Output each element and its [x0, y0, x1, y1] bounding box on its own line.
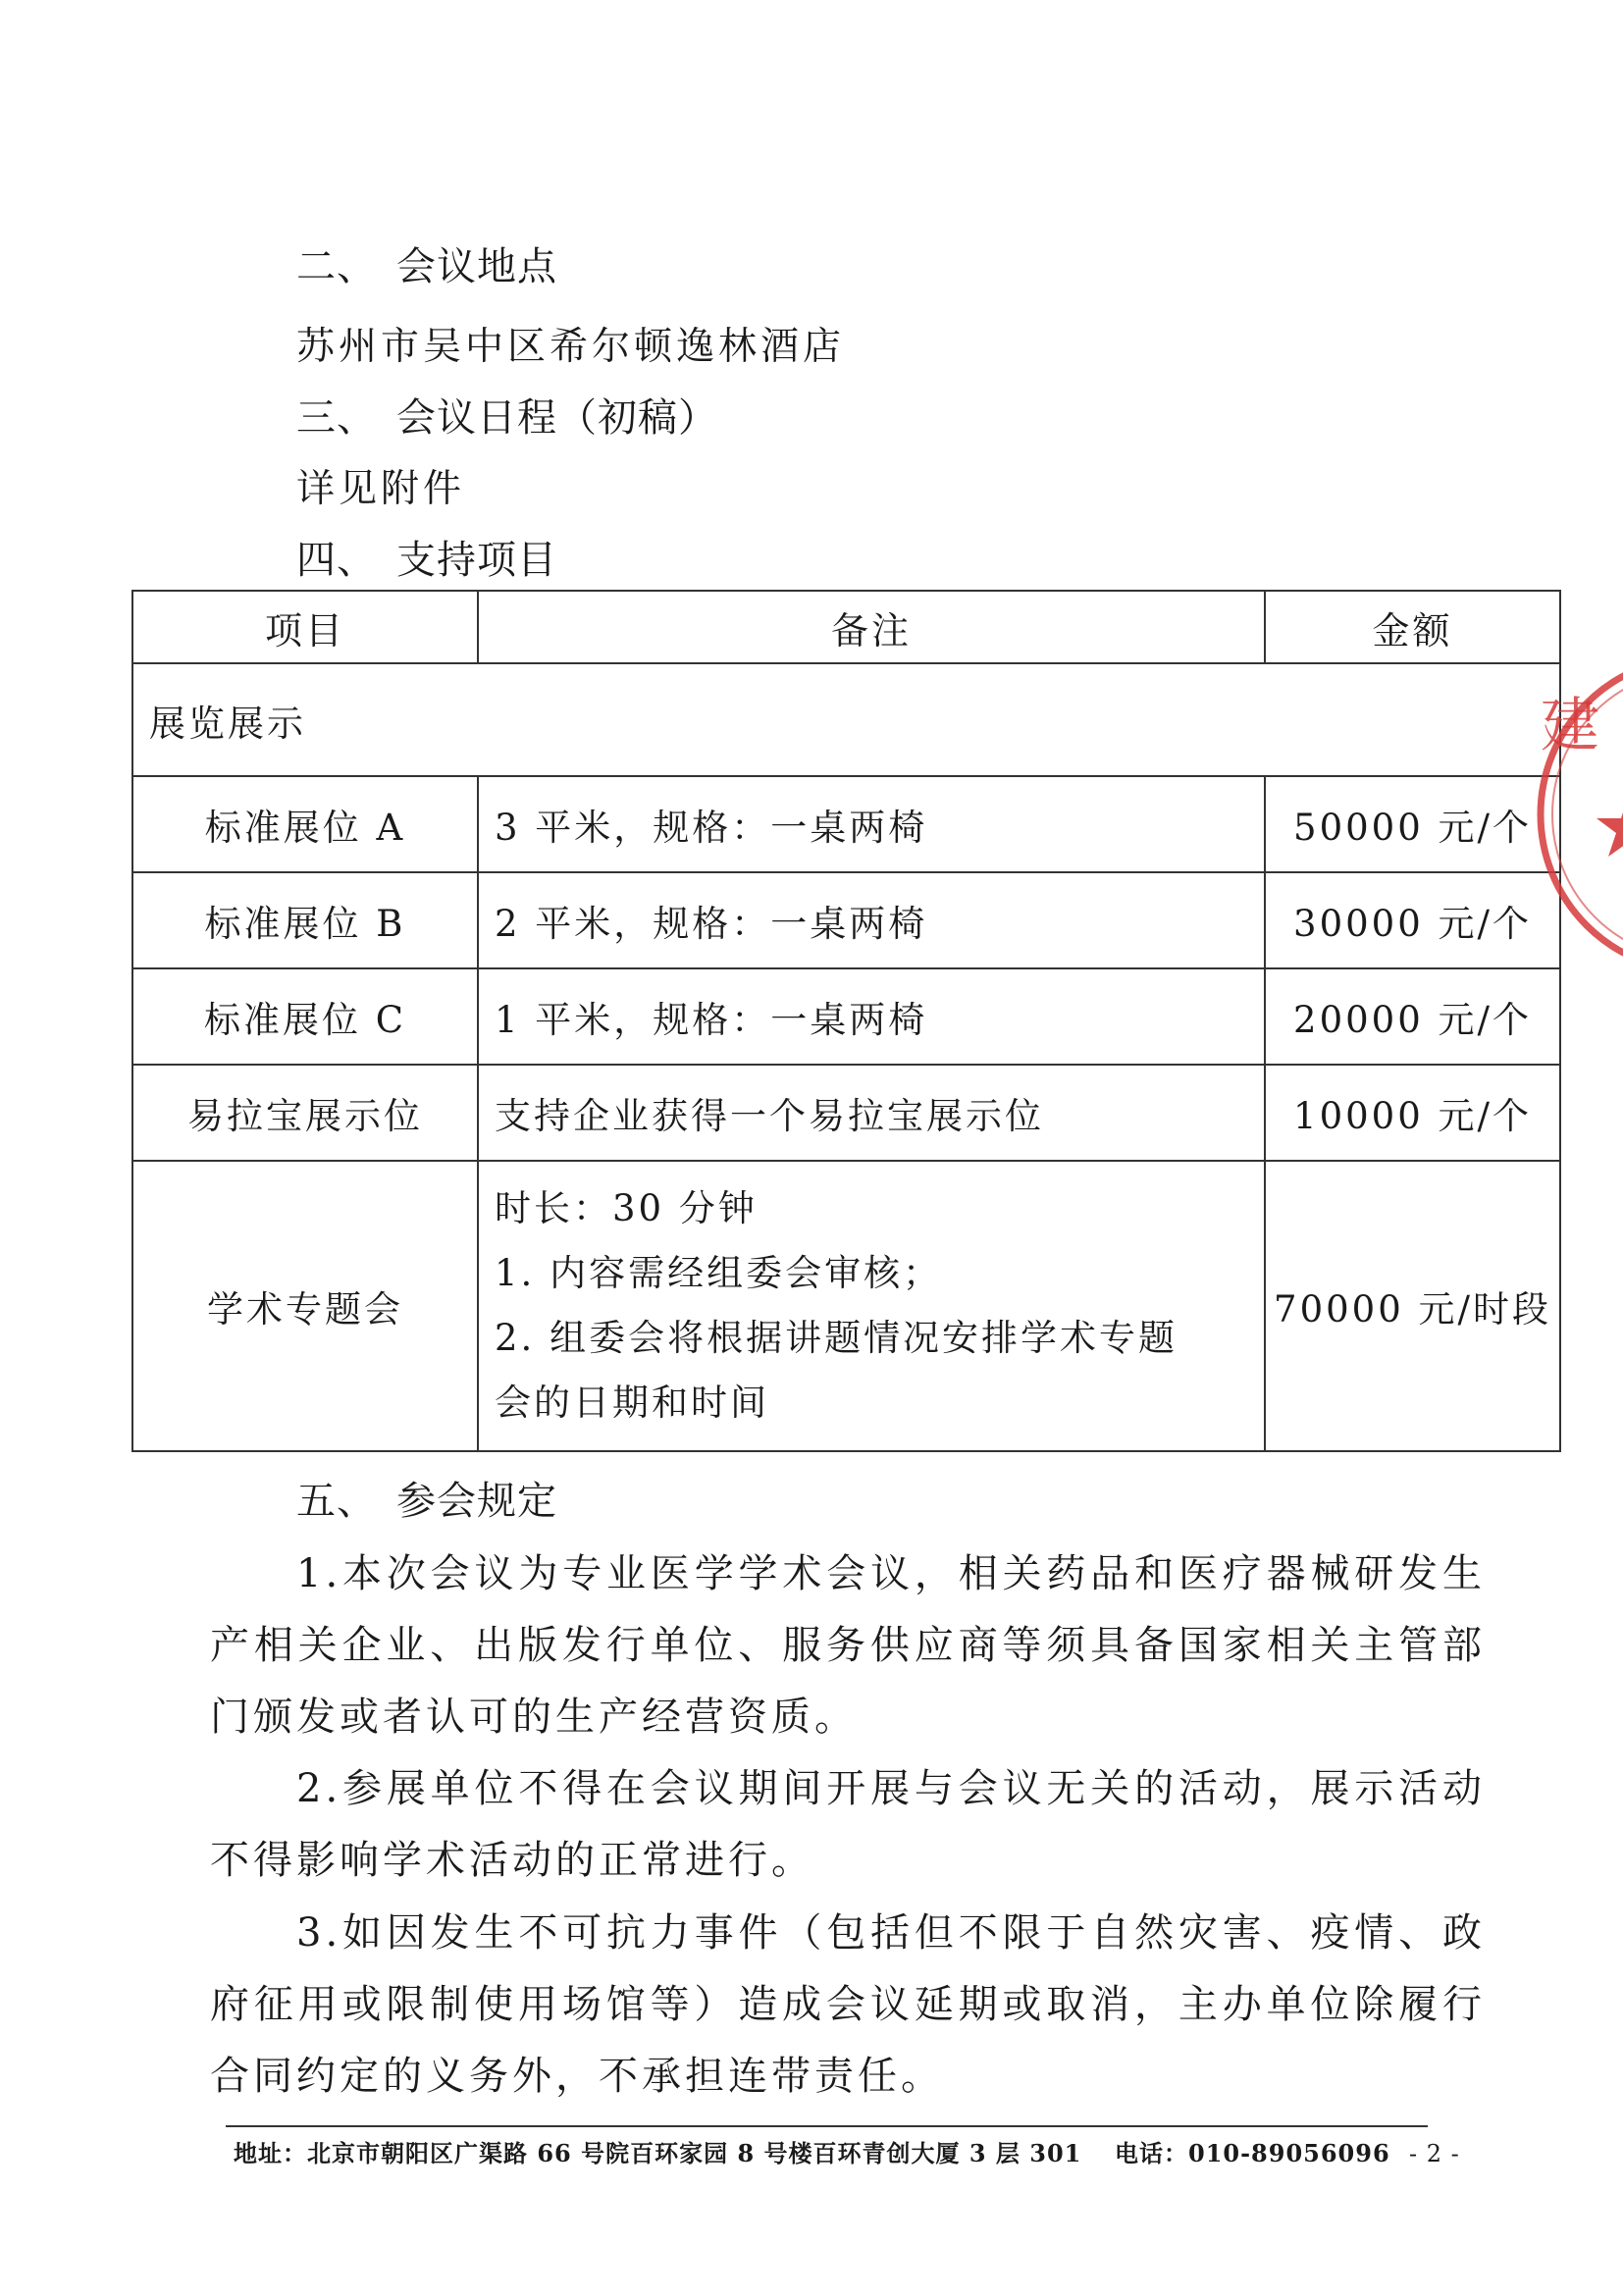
rule-paragraph-3: 3.如因发生不可抗力事件（包括但不限于自然灾害、疫情、政府征用或限制使用场馆等）造成会议延期或取消，主办单位除履行合同约定的义务外，不承担连带责任。: [210, 1910, 1486, 2099]
row-item: 易拉宝展示位: [132, 1065, 478, 1161]
row-note: 支持企业获得一个易拉宝展示位: [478, 1065, 1265, 1161]
row-item: 标准展位 B: [132, 872, 478, 968]
schedule-text: 详见附件: [296, 467, 466, 511]
row-item: 标准展位 A: [132, 776, 478, 872]
red-seal-stamp: [1501, 648, 1623, 981]
table-row: [132, 1065, 1560, 1161]
table-row-lecture: [132, 1161, 1560, 1451]
header-item: 项目: [132, 591, 478, 663]
section-title: 会议地点: [396, 244, 557, 289]
row-note: 1 平米，规格：一桌两椅: [478, 968, 1265, 1065]
row-item: 标准展位 C: [132, 968, 478, 1065]
row-note: [478, 1161, 1265, 1451]
rule-paragraph-2: 2.参展单位不得在会议期间开展与会议无关的活动，展示活动不得影响学术活动的正常进行。: [210, 1766, 1486, 1883]
category-label: 展览展示: [132, 663, 1560, 776]
table-category-row: [132, 663, 1560, 776]
footer-phone: 电话：010-89056096: [1115, 2139, 1390, 2167]
header-amount: 金额: [1265, 591, 1560, 663]
section-number: 四、: [296, 538, 377, 583]
section-number: 二、: [296, 244, 377, 289]
note-line: 2. 组委会将根据讲题情况安排学术专题: [495, 1317, 1178, 1359]
row-amount: 10000 元/个: [1265, 1065, 1560, 1161]
row-item: 学术专题会: [132, 1161, 478, 1451]
header-note: 备注: [478, 591, 1265, 663]
section-heading-venue: [296, 239, 557, 294]
rule-paragraph-1: 1.本次会议为专业医学学术会议，相关药品和医疗器械研发生产相关企业、出版发行单位、服务供应商等须具备国家相关主管部门颁发或者认可的生产经营资质。: [210, 1551, 1486, 1740]
section-title: 会议日程（初稿）: [396, 395, 718, 441]
note-line: 1. 内容需经组委会审核；: [495, 1252, 943, 1294]
page-number: - 2 -: [1409, 2140, 1460, 2167]
note-line: 时长：30 分钟: [495, 1187, 758, 1229]
row-amount: 20000 元/个: [1265, 968, 1560, 1065]
footer-divider: [226, 2125, 1428, 2127]
footer-address: 地址：北京市朝阳区广渠路 66 号院百环家园 8 号楼百环青创大厦 3 层 301: [234, 2139, 1082, 2167]
seal-partial-text: 建: [1541, 692, 1599, 760]
note-line: 会的日期和时间: [495, 1382, 769, 1424]
table-row: [132, 968, 1560, 1065]
table-row: [132, 776, 1560, 872]
table-row: [132, 872, 1560, 968]
row-amount: 70000 元/时段: [1265, 1161, 1560, 1451]
venue-text: 苏州市吴中区希尔顿逸林酒店: [296, 325, 846, 369]
row-note: 3 平米，规格：一桌两椅: [478, 776, 1265, 872]
section-title: 支持项目: [396, 538, 557, 583]
section-heading-schedule: [296, 391, 718, 445]
section-number: 三、: [296, 395, 377, 441]
section-heading-rules: [296, 1474, 557, 1529]
row-note: 2 平米，规格：一桌两椅: [478, 872, 1265, 968]
table-header-row: [132, 591, 1560, 663]
section-heading-support: [296, 533, 557, 588]
section-title: 参会规定: [396, 1479, 557, 1524]
row-amount: 50000 元/个: [1265, 776, 1560, 872]
section-number: 五、: [296, 1479, 377, 1524]
support-items-table: [131, 590, 1561, 1452]
row-amount: 30000 元/个: [1265, 872, 1560, 968]
